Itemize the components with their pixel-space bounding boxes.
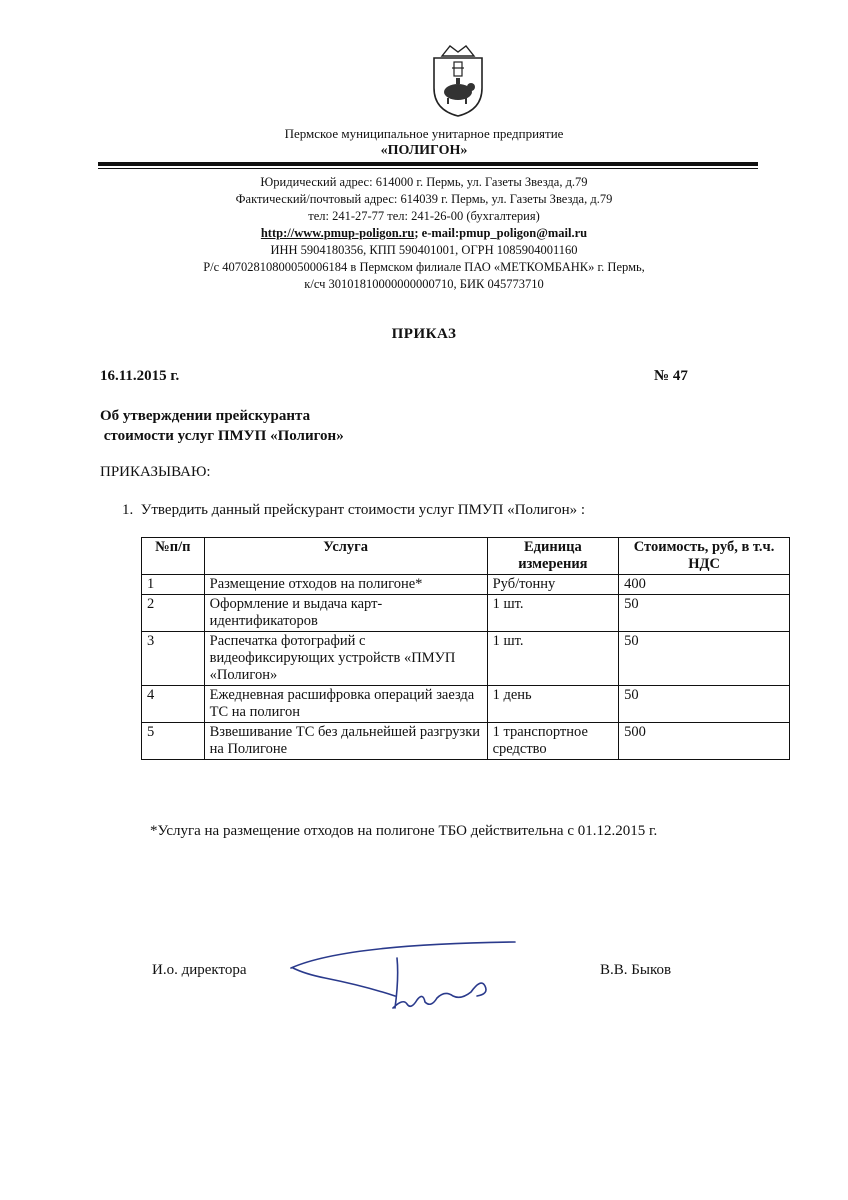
corr-account: к/сч 30101810000000000710, БИК 045773710 (304, 277, 544, 291)
row-service: Оформление и выдача карт-идентификаторов (204, 595, 487, 632)
header-divider-thin (98, 168, 758, 169)
row-number: 4 (142, 686, 205, 723)
row-price: 50 (619, 632, 790, 686)
postal-address: Фактический/почтовый адрес: 614039 г. Пермь, ул. Газеты Звезда, д.79 (235, 192, 613, 206)
row-price: 50 (619, 595, 790, 632)
table-row (142, 686, 790, 723)
row-unit: 1 день (487, 686, 619, 723)
table-row (142, 723, 790, 760)
row-service: Взвешивание ТС без дальнейшей разгрузки на Полигоне (204, 723, 487, 760)
document-number: № 47 (654, 368, 688, 384)
header-divider-thick (98, 162, 758, 166)
order-word: ПРИКАЗЫВАЮ: (100, 464, 211, 480)
row-service: Размещение отходов на полигоне* (204, 575, 487, 595)
row-number: 5 (142, 723, 205, 760)
signer-name: В.В. Быков (600, 962, 672, 978)
email: ; e-mail:pmup_poligon@mail.ru (414, 226, 588, 240)
order-item-1: 1. Утвердить данный прейскурант стоимости услуг ПМУП «Полигон» : (122, 502, 586, 518)
contacts (0, 225, 848, 242)
document-date: 16.11.2015 г. (100, 368, 180, 384)
row-unit: 1 транспортное средство (487, 723, 619, 760)
footnote: *Услуга на размещение отходов на полигоне ТБО действительна с 01.12.2015 г. (150, 823, 658, 839)
document-title: ПРИКАЗ (391, 326, 457, 342)
row-number: 1 (142, 575, 205, 595)
header-service: Услуга (204, 538, 487, 575)
table-row (142, 632, 790, 686)
website-link[interactable]: http://www.pmup-poligon.ru (260, 226, 415, 240)
table-row (142, 595, 790, 632)
subject-line-2: стоимости услуг ПМУП «Полигон» (100, 428, 344, 444)
row-unit: 1 шт. (487, 632, 619, 686)
row-service: Ежедневная расшифровка операций заезда ТС на полигон (204, 686, 487, 723)
perm-coat-of-arms-icon (428, 42, 488, 118)
subject-line-1: Об утверждении прейскуранта (100, 408, 311, 424)
legal-address: Юридический адрес: 614000 г. Пермь, ул. Газеты Звезда, д.79 (260, 175, 588, 189)
bank-account: Р/с 40702810800050006184 в Пермском филиале ПАО «МЕТКОМБАНК» г. Пермь, (203, 260, 645, 274)
document-subject (100, 406, 344, 446)
phones: тел: 241-27-77 тел: 241-26-00 (бухгалтерия) (308, 209, 540, 223)
table-header-row (142, 538, 790, 575)
handwritten-signature-icon (285, 938, 565, 1018)
row-unit: Руб/тонну (487, 575, 619, 595)
header-number: №п/п (142, 538, 205, 575)
header-unit: Единица измерения (487, 538, 619, 575)
price-table (141, 537, 790, 760)
row-price: 400 (619, 575, 790, 595)
inn: ИНН 5904180356, КПП 590401001, ОГРН 1085904001160 (270, 243, 578, 257)
row-price: 500 (619, 723, 790, 760)
org-name: «ПОЛИГОН» (380, 143, 468, 158)
header-price: Стоимость, руб, в т.ч. НДС (619, 538, 790, 575)
row-service: Распечатка фотографий с видеофиксирующих устройств «ПМУП «Полигон» (204, 632, 487, 686)
table-row (142, 575, 790, 595)
row-unit: 1 шт. (487, 595, 619, 632)
org-type: Пермское муниципальное унитарное предприятие (284, 126, 564, 141)
row-number: 3 (142, 632, 205, 686)
row-number: 2 (142, 595, 205, 632)
row-price: 50 (619, 686, 790, 723)
signer-role: И.о. директора (152, 962, 247, 978)
